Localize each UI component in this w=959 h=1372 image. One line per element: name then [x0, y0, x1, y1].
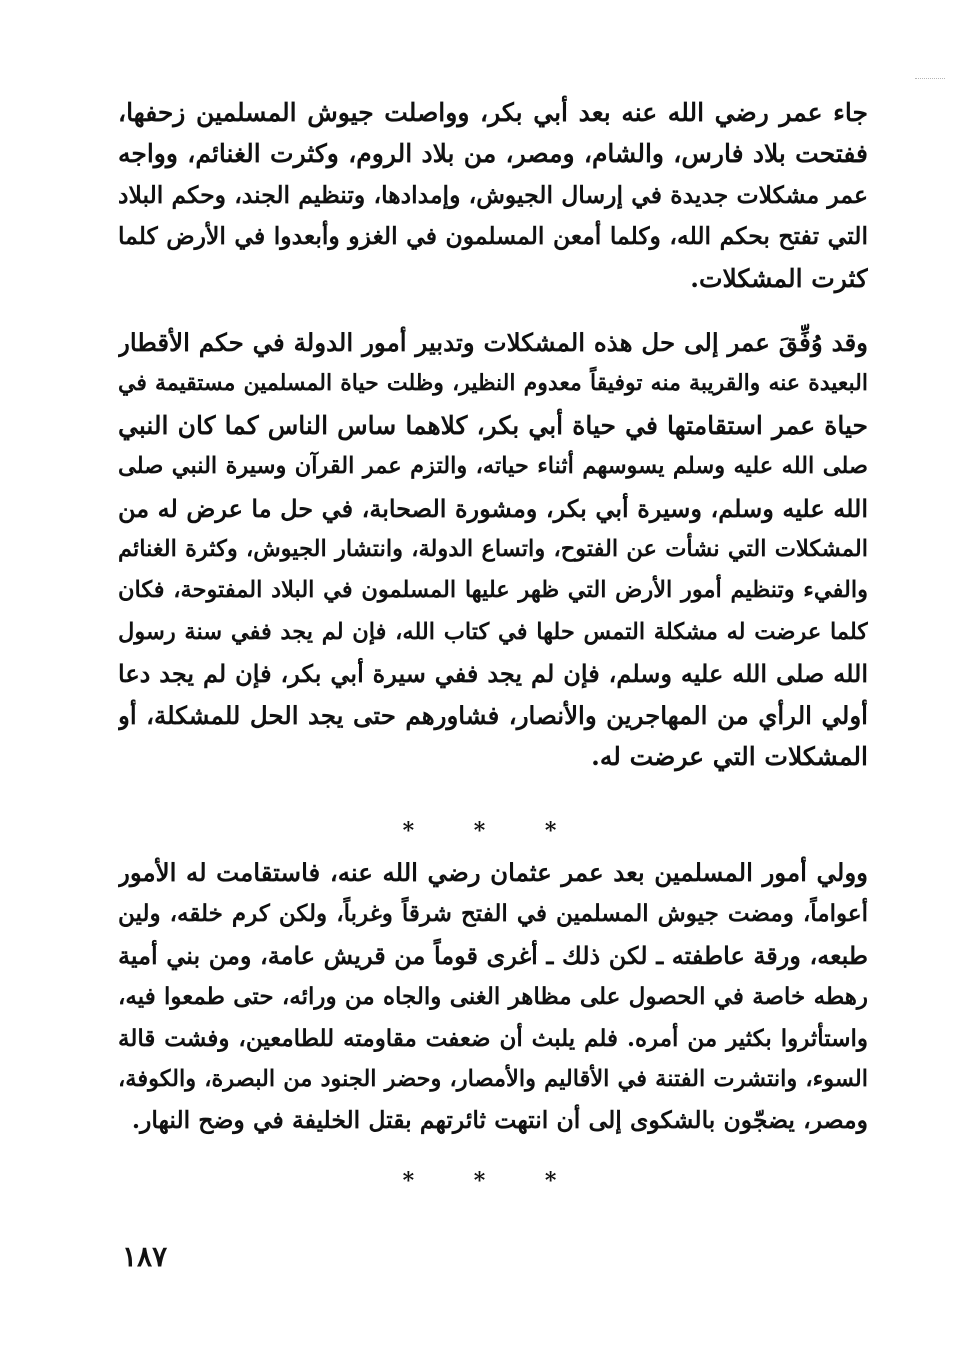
text-line: وولي أمور المسلمين بعد عمر عثمان رضي الله عنه، فاستقامت له الأمور [118, 858, 868, 887]
text-line: عمر مشكلات جديدة في إرسال الجيوش، وإمدادها، وتنظيم الجند، وحكم البلاد [118, 180, 868, 209]
text-line: التي تفتح بحكم الله، وكلما أمعن المسلمون في الغزو وأبعدوا في الأرض كلما [118, 222, 868, 251]
text-line: والفيء وتنظيم أمور الأرض التي ظهر عليها المسلمون في البلاد المفتوحة، فكان [118, 577, 868, 604]
paragraph-3 [118, 852, 868, 1142]
text-line: حياة عمر استقامتها في حياة أبي بكر، كلاهما ساس الناس كما كان النبي [118, 410, 868, 440]
text-line: أولي الرأي من المهاجرين والأنصار، فشاورهم حتى يجد الحل للمشكلة، أو [118, 700, 868, 730]
text-line: الله صلى الله عليه وسلم، فإن لم يجد ففي سيرة أبي بكر، فإن لم يجد دعا [118, 659, 868, 689]
scan-edge-mark [915, 78, 945, 79]
page-number: ١٨٧ [122, 1240, 168, 1273]
section-separator: * * * [402, 1168, 583, 1194]
text-line: السوء، وانتشرت الفتنة في الأقاليم والأمصار، وحضر الجنود من البصرة، والكوفة، [118, 1066, 868, 1093]
text-line: البعيدة عنه والقريبة منه توفيقاً معدوم النظير، وظلت حياة المسلمين مستقيمة في [118, 370, 868, 397]
paragraph-2 [118, 322, 868, 777]
text-line: المشكلات التي عرضت له. [591, 742, 868, 772]
text-line: الله عليه وسلم، وسيرة أبي بكر، ومشورة الصحابة، في حل ما عرض له من [118, 493, 868, 523]
text-line: المشكلات التي نشأت عن الفتوح، واتساع الدولة، وانتشار الجيوش، وكثرة الغنائم [118, 536, 868, 563]
text-line: طبعه، ورقة عاطفته ـ لكن ذلك ـ أغرى قوماً من قريش عامة، ومن بني أمية [118, 940, 868, 970]
text-line: جاء عمر رضي الله عنه بعد أبي بكر، وواصلت جيوش المسلمين زحفها، [118, 98, 868, 127]
text-line: رهطه خاصة في الحصول على مظاهر الغنى والجاه من ورائه، حتى طمعوا فيه، [118, 983, 868, 1011]
text-line: ففتحت بلاد فارس، والشام، ومصر، من بلاد الروم، وكثرت الغنائم، وواجه [118, 139, 868, 169]
text-line: وقد وُفِّقَ عمر إلى حل هذه المشكلات وتدبير أمور الدولة في حكم الأقطار [118, 328, 868, 357]
text-line: كلما عرضت له مشكلة التمس حلها في كتاب الله، فإن لم يجد ففي سنة رسول [118, 618, 868, 645]
text-line: كثرت المشكلات. [690, 263, 868, 293]
section-separator: * * * [402, 818, 583, 844]
text-line: أعواماً، ومضت جيوش المسلمين في الفتح شرقاً وغرباً، ولكن كرم خلقه، ولين [118, 900, 868, 928]
paragraph-1 [118, 92, 868, 299]
text-line: ومصر، يضجّون بالشكوى إلى أن انتهت ثائرتهم بقتل الخليفة في وضح النهار. [131, 1106, 868, 1135]
text-line: صلى الله عليه وسلم يسوسهم أثناء حياته، والتزم عمر القرآن وسيرة النبي صلى [118, 453, 868, 480]
text-line: واستأثروا بكثير من أمره. فلم يلبث أن ضعفت مقاومته للطامعين، وفشت قالة [118, 1024, 868, 1052]
